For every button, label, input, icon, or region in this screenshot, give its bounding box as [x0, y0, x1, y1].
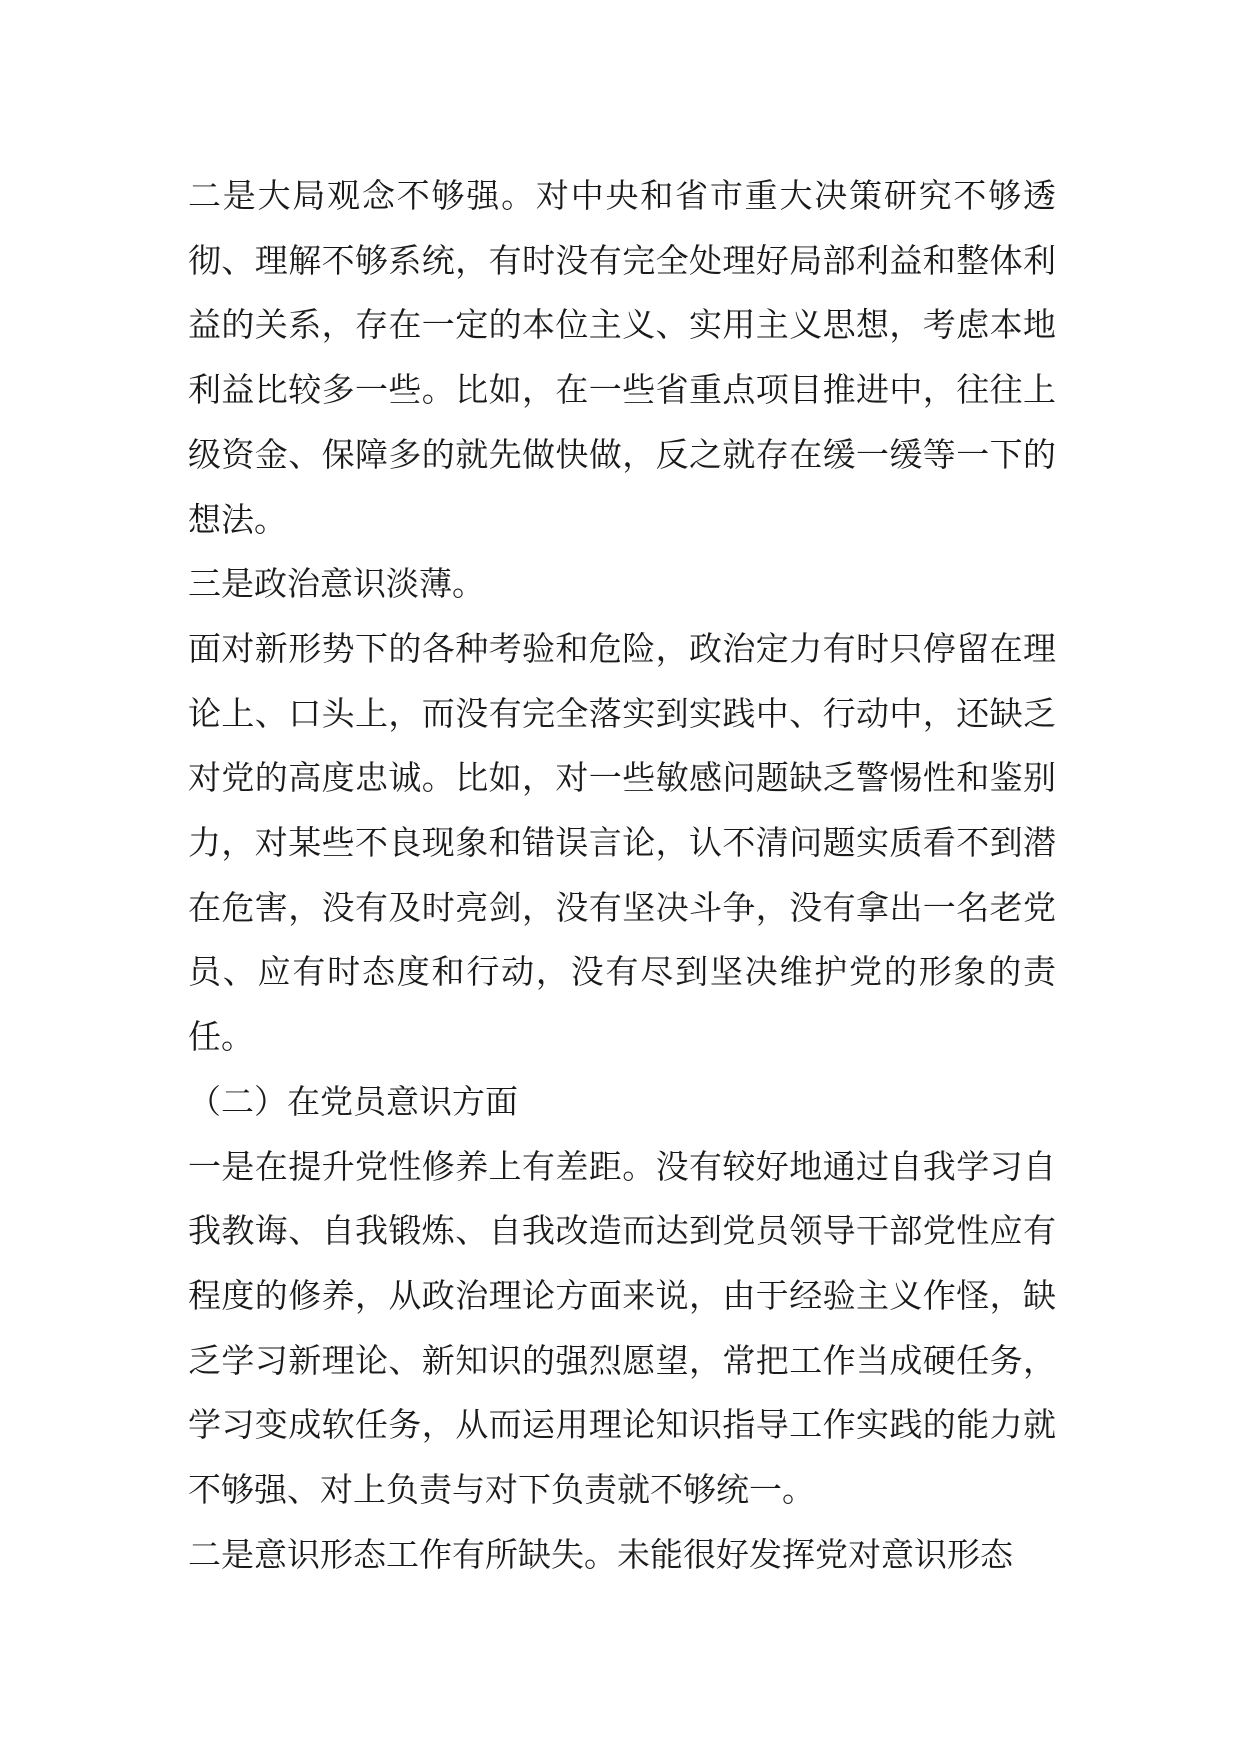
paragraph-overall-view: 二是大局观念不够强。对中央和省市重大决策研究不够透彻、理解不够系统，有时没有完全处理好局部利益和整体利益的关系，存在一定的本位主义、实用主义思想，考虑本地利益比较多一些。比如，在一些省重点项目推进中，往往上级资金、保障多的就先做快做，反之就存在缓一缓等一下的想法。: [188, 176, 1056, 539]
paragraph-political-awareness-heading: 三是政治意识淡薄。: [188, 564, 485, 604]
paragraph-political-awareness-body: 面对新形势下的各种考验和危险，政治定力有时只停留在理论上、口头上，而没有完全落实到实践中、行动中，还缺乏对党的高度忠诚。比如，对一些敏感问题缺乏警惕性和鉴别力，对某些不良现象和错误言论，认不清问题实质看不到潜在危害，没有及时亮剑，没有坚决斗争，没有拿出一名老党员、应有时态度和行动，没有尽到坚决维护党的形象的责任。: [188, 628, 1056, 1057]
paragraph-party-cultivation: 一是在提升党性修养上有差距。没有较好地通过自我学习自我教诲、自我锻炼、自我改造而达到党员领导干部党性应有程度的修养，从政治理论方面来说，由于经验主义作怪，缺乏学习新理论、新知识的强烈愿望，常把工作当成硬任务，学习变成软任务，从而运用理论知识指导工作实践的能力就不够强、对上负责与对下负责就不够统一。: [188, 1146, 1056, 1510]
document-body: [188, 164, 1056, 1587]
section-heading-party-member-awareness: （二）在党员意识方面: [188, 1081, 518, 1121]
paragraph-ideology-work: 二是意识形态工作有所缺失。未能很好发挥党对意识形态: [188, 1534, 1013, 1574]
